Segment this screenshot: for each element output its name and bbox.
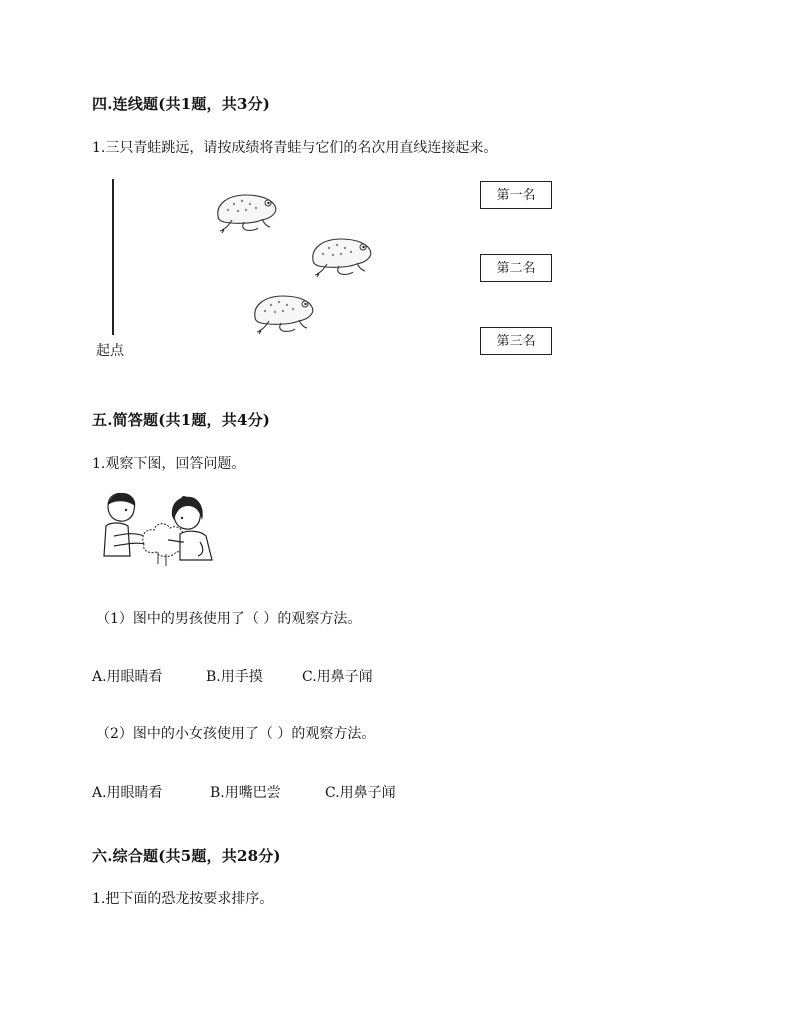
start-line [112, 179, 114, 335]
frog-icon-3 [249, 291, 319, 335]
sub2-option-b[interactable]: B.用嘴巴尝 [210, 785, 281, 801]
sub1-option-c[interactable]: C.用鼻子闻 [302, 669, 373, 685]
section-6-heading: 六.综合题(共5题，共28分) [92, 847, 281, 865]
rank-box-third[interactable]: 第三名 [480, 327, 552, 355]
start-label: 起点 [96, 343, 124, 359]
section-6-question: 1.把下面的恐龙按要求排序。 [92, 891, 274, 907]
section-5-question: 1.观察下图，回答问题。 [92, 456, 246, 472]
frog-icon-2 [307, 234, 377, 278]
section-4-question: 1.三只青蛙跳远，请按成绩将青蛙与它们的名次用直线连接起来。 [92, 140, 498, 156]
rank-box-first[interactable]: 第一名 [480, 181, 552, 209]
children-observing-illustration [100, 490, 226, 568]
rank-box-second[interactable]: 第二名 [480, 254, 552, 282]
section-5-heading: 五.简答题(共1题，共4分) [92, 411, 271, 429]
sub-question-2: （2）图中的小女孩使用了（ ）的观察方法。 [96, 726, 376, 742]
sub2-option-a[interactable]: A.用眼睛看 [92, 785, 163, 801]
sub-question-1: （1）图中的男孩使用了（ ）的观察方法。 [96, 611, 362, 627]
frog-icon-1 [212, 190, 282, 234]
section-4-heading: 四.连线题(共1题，共3分) [92, 95, 271, 113]
sub2-option-c[interactable]: C.用鼻子闻 [325, 785, 396, 801]
sub1-option-a[interactable]: A.用眼睛看 [92, 669, 163, 685]
sub1-option-b[interactable]: B.用手摸 [206, 669, 263, 685]
